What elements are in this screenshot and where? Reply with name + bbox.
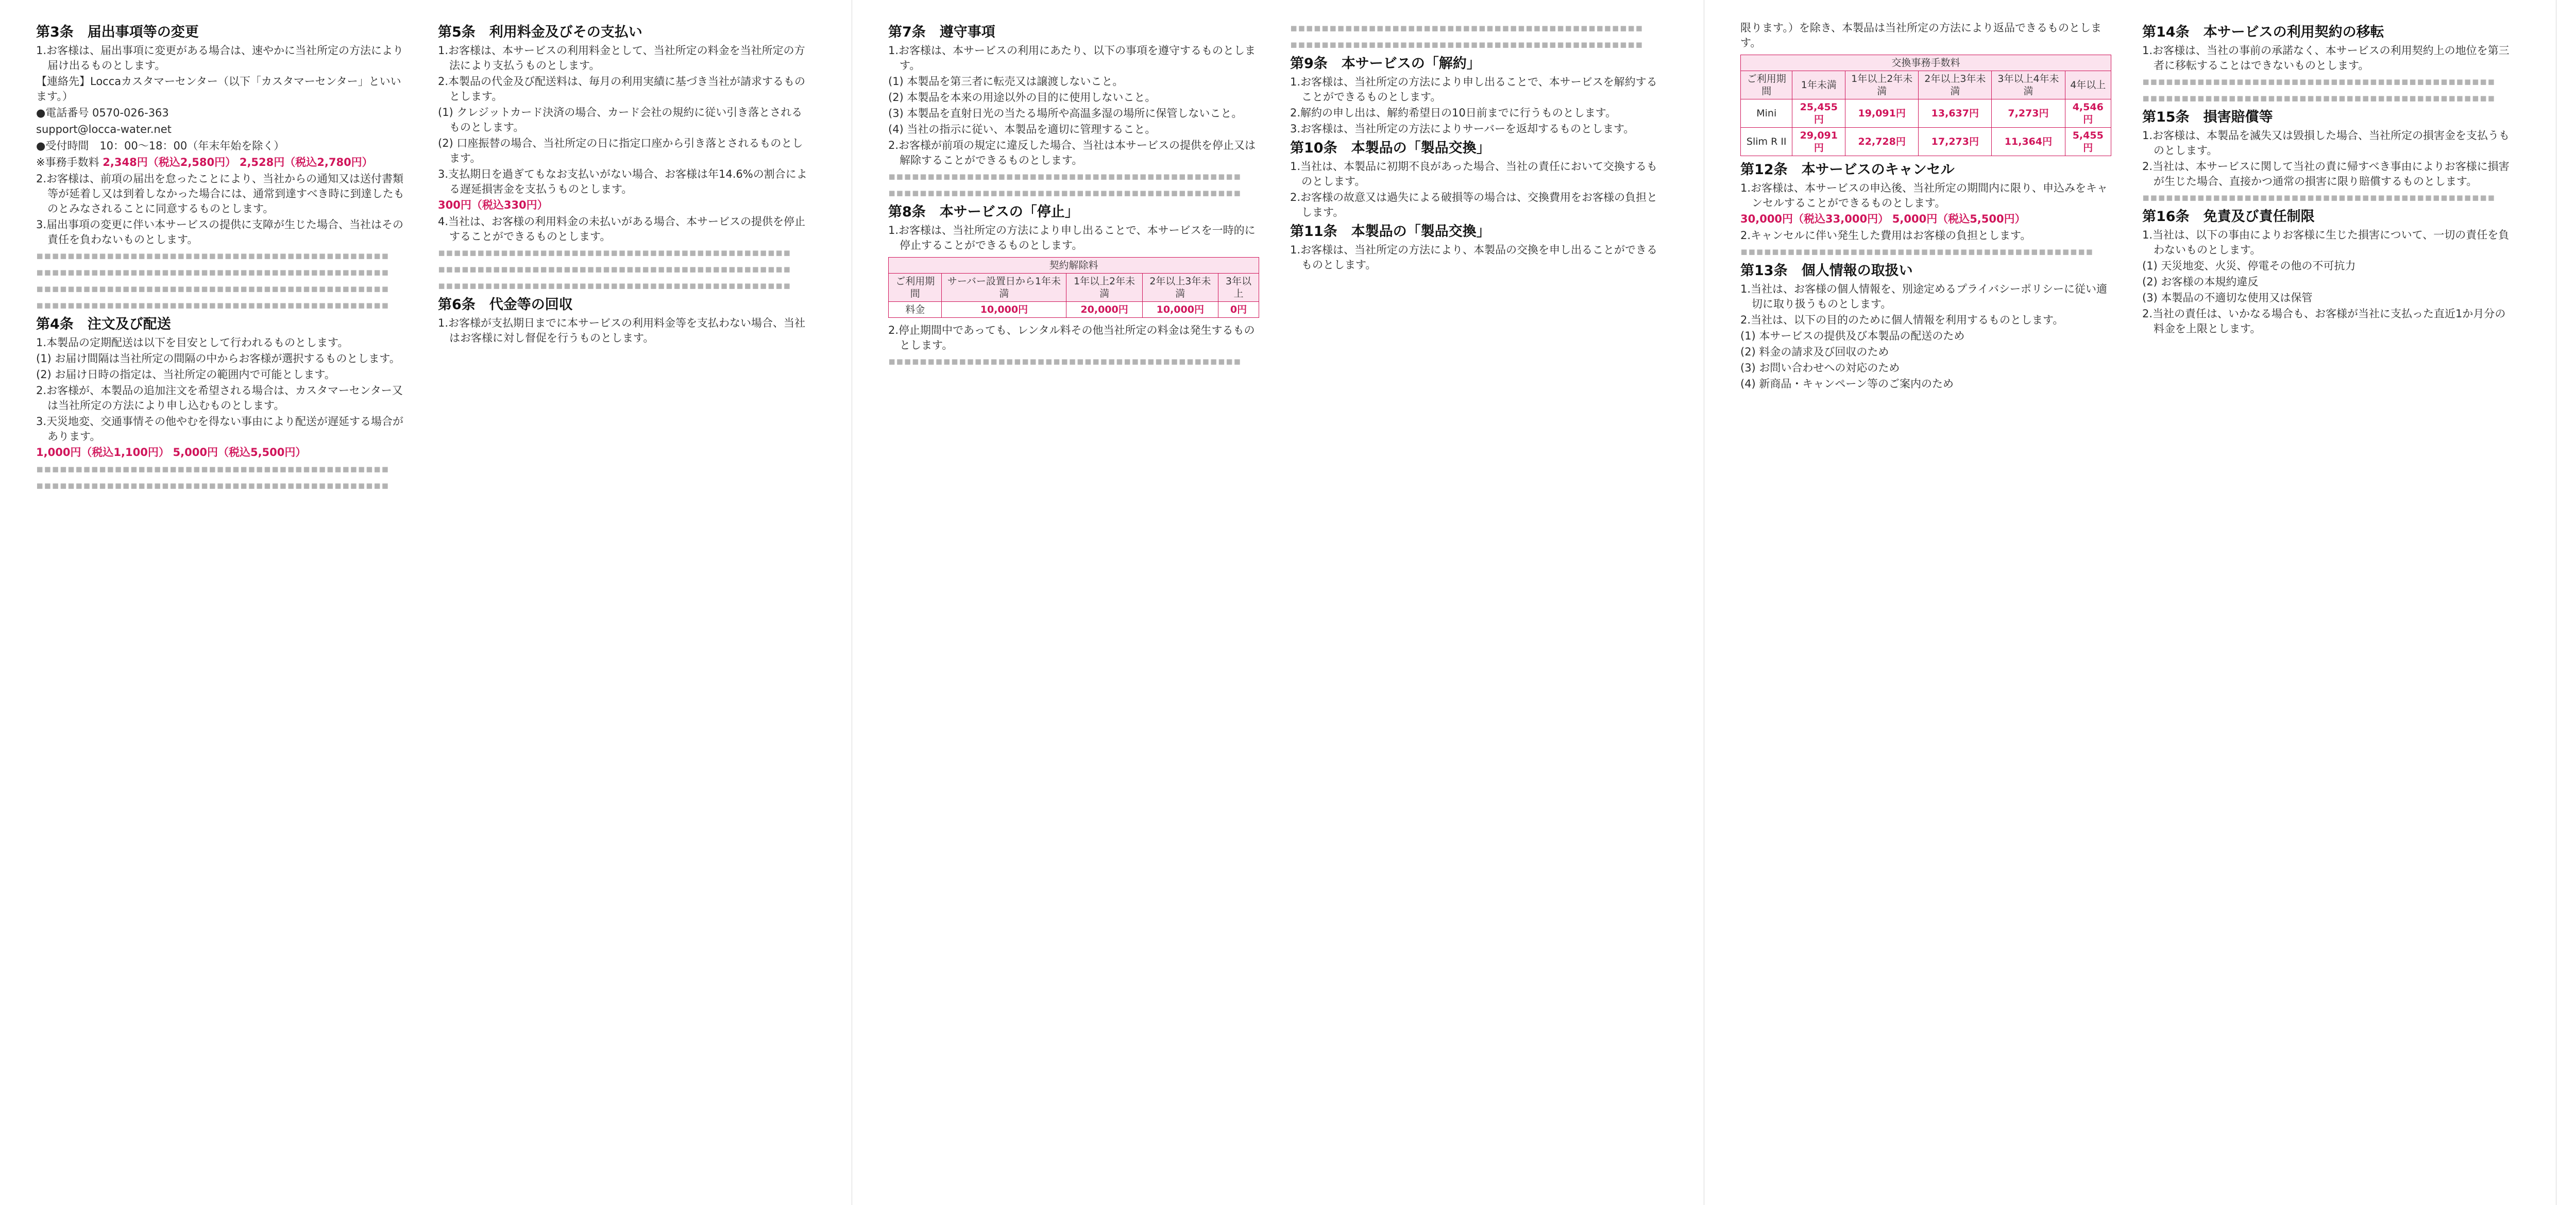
table-header: 2年以上3年未満: [1919, 71, 1992, 99]
article-5-fee-line: [438, 198, 809, 213]
article-4-fee-1: 1,000円（税込1,100円）: [36, 446, 170, 459]
article-4-item-2: (2) お届け日時の指定は、当社所定の範囲内で可能とします。: [36, 368, 335, 381]
table-row: [1741, 99, 2111, 128]
article-15-title: 第15条 損害賠償等: [2142, 109, 2273, 125]
article-12-title: 第12条 本サービスのキャンセル: [1740, 162, 1955, 178]
page-2-left-column: [888, 21, 1259, 1185]
table-row-label: Mini: [1741, 99, 1792, 128]
article-12-para-2: 2.キャンセルに伴い発生した費用はお客様の負担とします。: [1740, 229, 2031, 242]
article-7-item-1: (1) 本製品を第三者に転売又は譲渡しないこと。: [888, 75, 1124, 88]
table-header: サーバー設置日から1年未満: [942, 274, 1066, 302]
article-7-para-1: 1.お客様は、本サービスの利用にあたり、以下の事項を遵守するものとします。: [888, 44, 1256, 72]
article-16-item-3: (3) 本製品の不適切な使用又は保管: [2142, 292, 2313, 304]
page-2-right-column: [1290, 21, 1661, 1185]
filler-text: ▪▪▪▪▪▪▪▪▪▪▪▪▪▪▪▪▪▪▪▪▪▪▪▪▪▪▪▪▪▪▪▪▪▪▪▪▪▪▪▪▪▪▪▪▪: [888, 170, 1242, 182]
article-12-fee-line: [1740, 212, 2111, 227]
table-cell: 22,728円: [1845, 128, 1919, 156]
filler-text: ▪▪▪▪▪▪▪▪▪▪▪▪▪▪▪▪▪▪▪▪▪▪▪▪▪▪▪▪▪▪▪▪▪▪▪▪▪▪▪▪▪▪▪▪▪: [1290, 38, 1643, 50]
table-header: 3年以上4年未満: [1992, 71, 2065, 99]
phone-label: ●電話番号: [36, 107, 89, 119]
article-6-para-1: 1.お客様が支払期日までに本サービスの利用料金等を支払わない場合、当社はお客様に対し督促を行うものとします。: [438, 317, 806, 344]
table-cell: 10,000円: [1142, 302, 1218, 318]
article-4-fee-2: 5,000円（税込5,500円）: [173, 446, 307, 459]
article-3-para-2: 2.お客様は、前項の届出を怠ったことにより、当社からの通知又は送付書類等が延着し又は到着しなかった場合には、通常到達すべき時に到達したものとみなされることに同意するものとします。: [36, 173, 404, 215]
article-4-para-3: 3.天災地変、交通事情その他やむを得ない事由により配送が遅延する場合があります。: [36, 415, 404, 443]
article-11-title: 第11条 本製品の「製品交換」: [1290, 224, 1490, 240]
article-13-item-4: (4) 新商品・キャンペーン等のご案内のため: [1740, 378, 1954, 390]
table-cell: 11,364円: [1992, 128, 2065, 156]
fee-value-1: 2,348円（税込2,580円）: [103, 156, 236, 168]
page-3-left-column: [1740, 21, 2111, 1185]
filler-text: ▪▪▪▪▪▪▪▪▪▪▪▪▪▪▪▪▪▪▪▪▪▪▪▪▪▪▪▪▪▪▪▪▪▪▪▪▪▪▪▪▪▪▪▪▪: [36, 299, 389, 311]
table-row-label: Slim R II: [1741, 128, 1792, 156]
article-4-fee-line: [36, 445, 407, 460]
article-5-para-2: 2.本製品の代金及び配送料は、毎月の利用実績に基づき当社が請求するものとします。: [438, 75, 806, 103]
page-4: [2556, 0, 2576, 1205]
exchange-fee-table: [1740, 55, 2111, 156]
table-cell: 13,637円: [1919, 99, 1992, 128]
page-3: [1704, 0, 2556, 1205]
article-4-title: 第4条 注文及び配送: [36, 316, 171, 332]
article-13-title: 第13条 個人情報の取扱い: [1740, 263, 1913, 279]
table-row-label: 料金: [889, 302, 942, 318]
table-header: ご利用期間: [889, 274, 942, 302]
article-16-para-1: 1.当社は、以下の事由によりお客様に生じた損害について、一切の責任を負わないものとします。: [2142, 229, 2510, 256]
filler-text: ▪▪▪▪▪▪▪▪▪▪▪▪▪▪▪▪▪▪▪▪▪▪▪▪▪▪▪▪▪▪▪▪▪▪▪▪▪▪▪▪▪▪▪▪▪: [1740, 245, 2094, 258]
article-7-item-4: (4) 当社の指示に従い、本製品を適切に管理すること。: [888, 123, 1156, 135]
table-caption: 交換事務手数料: [1741, 55, 2111, 71]
table-cell: 5,455円: [2065, 128, 2111, 156]
article-5-item-2: (2) 口座振替の場合、当社所定の日に指定口座から引き落とされるものとします。: [438, 137, 803, 164]
table-cell: 25,455円: [1792, 99, 1845, 128]
article-9-para-1: 1.お客様は、当社所定の方法により申し出ることで、本サービスを解約することができるものとします。: [1290, 76, 1657, 103]
article-15-para-2: 2.当社は、本サービスに関して当社の責に帰すべき事由によりお客様に損害が生じた場合、直接かつ通常の損害に限り賠償するものとします。: [2142, 160, 2510, 188]
page-3-intro: 限ります。）を除き、本製品は当社所定の方法により返品できるものとします。: [1740, 22, 2102, 49]
article-13-item-1: (1) 本サービスの提供及び本製品の配送のため: [1740, 330, 1965, 342]
filler-text: ▪▪▪▪▪▪▪▪▪▪▪▪▪▪▪▪▪▪▪▪▪▪▪▪▪▪▪▪▪▪▪▪▪▪▪▪▪▪▪▪▪▪▪▪▪: [2142, 75, 2496, 88]
article-3-title: 第3条 届出事項等の変更: [36, 24, 199, 40]
article-5-title: 第5条 利用料金及びその支払い: [438, 24, 642, 40]
table-header: 4年以上: [2065, 71, 2111, 99]
article-10-para-1: 1.当社は、本製品に初期不良があった場合、当社の責任において交換するものとします。: [1290, 160, 1657, 188]
article-10-para-2: 2.お客様の故意又は過失による破損等の場合は、交換費用をお客様の負担とします。: [1290, 191, 1658, 218]
support-mail: support@locca-water.net: [36, 123, 172, 135]
article-4-para-1: 1.本製品の定期配送は以下を目安として行われるものとします。: [36, 336, 349, 349]
article-8-para-1: 1.お客様は、当社所定の方法により申し出ることで、本サービスを一時的に停止することができるものとします。: [888, 224, 1256, 251]
article-3-para-1: 1.お客様は、届出事項に変更がある場合は、速やかに当社所定の方法により届け出るものとします。: [36, 44, 404, 72]
filler-text: ▪▪▪▪▪▪▪▪▪▪▪▪▪▪▪▪▪▪▪▪▪▪▪▪▪▪▪▪▪▪▪▪▪▪▪▪▪▪▪▪▪▪▪▪▪: [2142, 191, 2496, 203]
table-header: 2年以上3年未満: [1142, 274, 1218, 302]
article-14-title: 第14条 本サービスの利用契約の移転: [2142, 24, 2384, 40]
article-12-para-1: 1.お客様は、本サービスの申込後、当社所定の期間内に限り、申込みをキャンセルすることができるものとします。: [1740, 182, 2108, 209]
table-cell: 19,091円: [1845, 99, 1919, 128]
article-3-para-3: 3.届出事項の変更に伴い本サービスの提供に支障が生じた場合、当社はその責任を負わないものとします。: [36, 218, 404, 246]
table-header: ご利用期間: [1741, 71, 1792, 99]
article-11-para-1: 1.お客様は、当社所定の方法により、本製品の交換を申し出ることができるものとします。: [1290, 244, 1658, 271]
article-13-para-2: 2.当社は、以下の目的のために個人情報を利用するものとします。: [1740, 314, 2064, 326]
table-row: [889, 302, 1259, 318]
filler-text: ▪▪▪▪▪▪▪▪▪▪▪▪▪▪▪▪▪▪▪▪▪▪▪▪▪▪▪▪▪▪▪▪▪▪▪▪▪▪▪▪▪▪▪▪▪: [36, 479, 389, 491]
fee-note: ※事務手数料: [36, 156, 103, 168]
article-9-title: 第9条 本サービスの「解約」: [1290, 56, 1481, 72]
article-3-phone-line: [36, 106, 407, 121]
article-13-item-2: (2) 料金の請求及び回収のため: [1740, 346, 1889, 358]
filler-text: ▪▪▪▪▪▪▪▪▪▪▪▪▪▪▪▪▪▪▪▪▪▪▪▪▪▪▪▪▪▪▪▪▪▪▪▪▪▪▪▪▪▪▪▪▪: [36, 249, 389, 262]
filler-text: ▪▪▪▪▪▪▪▪▪▪▪▪▪▪▪▪▪▪▪▪▪▪▪▪▪▪▪▪▪▪▪▪▪▪▪▪▪▪▪▪▪▪▪▪▪: [36, 266, 389, 278]
support-hours: ●受付時間 10：00～18：00（年末年始を除く）: [36, 140, 285, 152]
filler-text: ▪▪▪▪▪▪▪▪▪▪▪▪▪▪▪▪▪▪▪▪▪▪▪▪▪▪▪▪▪▪▪▪▪▪▪▪▪▪▪▪▪▪▪▪▪: [36, 463, 389, 475]
article-6-title: 第6条 代金等の回収: [438, 297, 573, 313]
table-row: [1741, 128, 2111, 156]
article-16-item-2: (2) お客様の本規約違反: [2142, 276, 2259, 288]
article-3-fee-line: [36, 155, 407, 170]
table-header: 3年以上: [1218, 274, 1259, 302]
page-2: [852, 0, 1704, 1205]
filler-text: ▪▪▪▪▪▪▪▪▪▪▪▪▪▪▪▪▪▪▪▪▪▪▪▪▪▪▪▪▪▪▪▪▪▪▪▪▪▪▪▪▪▪▪▪▪: [888, 355, 1242, 367]
page-1-left-column: [36, 21, 407, 1185]
table-cell: 0円: [1218, 302, 1259, 318]
table-cell: 7,273円: [1992, 99, 2065, 128]
table-header: 1年以上2年未満: [1066, 274, 1142, 302]
article-8-title: 第8条 本サービスの「停止」: [888, 204, 1079, 220]
filler-text: ▪▪▪▪▪▪▪▪▪▪▪▪▪▪▪▪▪▪▪▪▪▪▪▪▪▪▪▪▪▪▪▪▪▪▪▪▪▪▪▪▪▪▪▪▪: [1290, 22, 1643, 34]
article-16-para-2: 2.当社の責任は、いかなる場合も、お客様が当社に支払った直近1か月分の料金を上限とします。: [2142, 308, 2506, 335]
article-13-para-1: 1.当社は、お客様の個人情報を、別途定めるプライバシーポリシーに従い適切に取り扱うものとします。: [1740, 283, 2107, 310]
article-13-item-3: (3) お問い合わせへの対応のため: [1740, 362, 1900, 374]
article-16-title: 第16条 免責及び責任制限: [2142, 209, 2315, 225]
table-cell: 20,000円: [1066, 302, 1142, 318]
article-12-fee-1: 30,000円（税込33,000円）: [1740, 213, 1889, 225]
table-caption: 契約解除料: [889, 258, 1259, 274]
article-4-item-1: (1) お届け間隔は当社所定の間隔の中からお客様が選択するものとします。: [36, 352, 400, 365]
table-header: 1年以上2年未満: [1845, 71, 1919, 99]
article-7-para-2: 2.お客様が前項の規定に違反した場合、当社は本サービスの提供を停止又は解除することができるものとします。: [888, 139, 1256, 166]
article-7-item-2: (2) 本製品を本来の用途以外の目的に使用しないこと。: [888, 91, 1156, 104]
article-5-para-4: 4.当社は、お客様の利用料金の未払いがある場合、本サービスの提供を停止することができるものとします。: [438, 215, 806, 243]
article-4-para-2: 2.お客様が、本製品の追加注文を希望される場合は、カスタマーセンター又は当社所定の方法により申し込むものとします。: [36, 384, 403, 412]
article-9-para-2: 2.解約の申し出は、解約希望日の10日前までに行うものとします。: [1290, 107, 1617, 119]
article-14-para-1: 1.お客様は、当社の事前の承諾なく、本サービスの利用契約上の地位を第三者に移転することはできないものとします。: [2142, 44, 2510, 72]
filler-text: ▪▪▪▪▪▪▪▪▪▪▪▪▪▪▪▪▪▪▪▪▪▪▪▪▪▪▪▪▪▪▪▪▪▪▪▪▪▪▪▪▪▪▪▪▪: [36, 282, 389, 295]
article-15-para-1: 1.お客様は、本製品を滅失又は毀損した場合、当社所定の損害金を支払うものとします。: [2142, 129, 2510, 157]
article-8-para-2: 2.停止期間中であっても、レンタル料その他当社所定の料金は発生するものとします。: [888, 324, 1255, 351]
filler-text: ▪▪▪▪▪▪▪▪▪▪▪▪▪▪▪▪▪▪▪▪▪▪▪▪▪▪▪▪▪▪▪▪▪▪▪▪▪▪▪▪▪▪▪▪▪: [2142, 92, 2496, 104]
article-7-item-3: (3) 本製品を直射日光の当たる場所や高温多湿の場所に保管しないこと。: [888, 107, 1243, 120]
filler-text: ▪▪▪▪▪▪▪▪▪▪▪▪▪▪▪▪▪▪▪▪▪▪▪▪▪▪▪▪▪▪▪▪▪▪▪▪▪▪▪▪▪▪▪▪▪: [888, 186, 1242, 199]
page-1-right-column: [438, 21, 809, 1185]
article-5-fee: 300円（税込330円）: [438, 199, 548, 211]
article-5-para-1: 1.お客様は、本サービスの利用料金として、当社所定の料金を当社所定の方法により支払うものとします。: [438, 44, 805, 72]
article-16-item-1: (1) 天災地変、火災、停電その他の不可抗力: [2142, 260, 2356, 272]
filler-text: ▪▪▪▪▪▪▪▪▪▪▪▪▪▪▪▪▪▪▪▪▪▪▪▪▪▪▪▪▪▪▪▪▪▪▪▪▪▪▪▪▪▪▪▪▪: [438, 263, 791, 275]
article-10-title: 第10条 本製品の「製品交換」: [1290, 140, 1490, 156]
fee-value-2: 2,528円（税込2,780円）: [239, 156, 373, 168]
article-5-para-3: 3.支払期日を過ぎてもなお支払いがない場合、お客様は年14.6%の割合による遅延損害金を支払うものとします。: [438, 168, 807, 195]
phone-number: 0570-026-363: [92, 107, 169, 119]
table-cell: 29,091円: [1792, 128, 1845, 156]
article-5-item-1: (1) クレジットカード決済の場合、カード会社の規約に従い引き落とされるものとします。: [438, 106, 803, 133]
table-cell: 17,273円: [1919, 128, 1992, 156]
cancellation-fee-table: [888, 257, 1259, 318]
article-3-contact-label: 【連絡先】Loccaカスタマーセンター（以下「カスタマーセンター」といいます。）: [36, 75, 401, 103]
article-7-title: 第7条 遵守事項: [888, 24, 995, 40]
filler-text: ▪▪▪▪▪▪▪▪▪▪▪▪▪▪▪▪▪▪▪▪▪▪▪▪▪▪▪▪▪▪▪▪▪▪▪▪▪▪▪▪▪▪▪▪▪: [438, 279, 791, 292]
table-header: 1年未満: [1792, 71, 1845, 99]
table-cell: 10,000円: [942, 302, 1066, 318]
filler-text: ▪▪▪▪▪▪▪▪▪▪▪▪▪▪▪▪▪▪▪▪▪▪▪▪▪▪▪▪▪▪▪▪▪▪▪▪▪▪▪▪▪▪▪▪▪: [438, 246, 791, 259]
table-cell: 4,546円: [2065, 99, 2111, 128]
page-3-right-column: [2142, 21, 2513, 1185]
article-12-fee-2: 5,000円（税込5,500円）: [1892, 213, 2026, 225]
page-1: [0, 0, 852, 1205]
article-9-para-3: 3.お客様は、当社所定の方法によりサーバーを返却するものとします。: [1290, 123, 1635, 135]
